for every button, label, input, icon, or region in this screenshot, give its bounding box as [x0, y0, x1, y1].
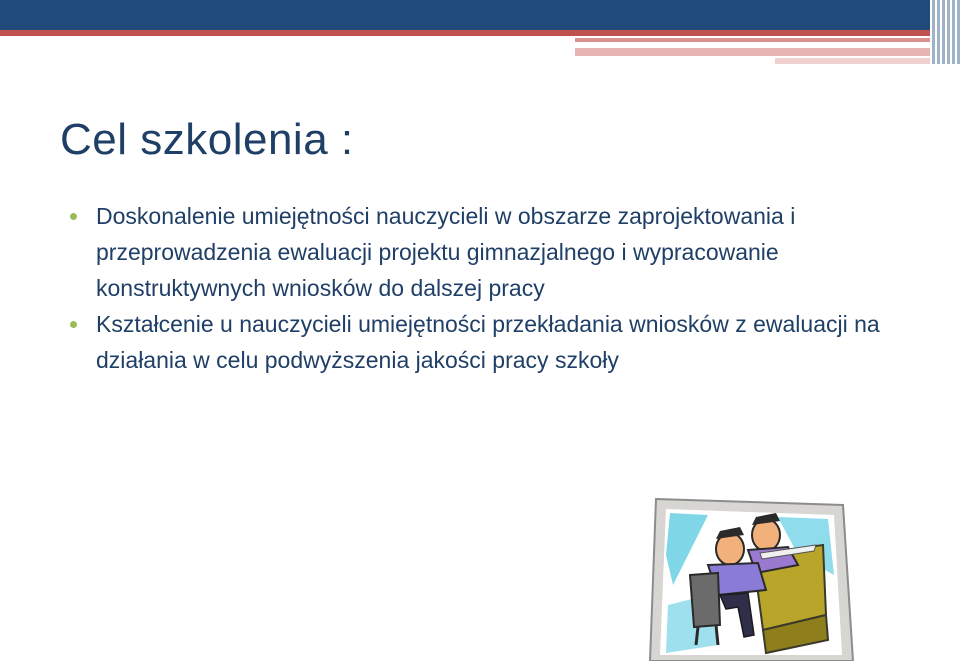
people-at-desk-clipart-icon: [648, 495, 858, 661]
bullet-text: Doskonalenie umiejętności nauczycieli w obszarze zaprojektowania i przeprowadzenia ewaluacji projektu gimnazjalnego i wypracowanie konstruktywnych wniosków do dalszej pracy: [96, 203, 796, 301]
bullet-list: [70, 198, 910, 378]
bullet-item: [70, 198, 910, 306]
bullet-text: Kształcenie u nauczycieli umiejętności przekładania wniosków z ewaluacji na działania w celu podwyższenia jakości pracy szkoły: [96, 311, 880, 373]
header-stripe-light: [575, 48, 960, 56]
header-bar: [0, 0, 960, 30]
bullet-icon: [70, 321, 77, 328]
slide-title: Cel szkolenia :: [60, 115, 354, 164]
header-stripe: [0, 30, 960, 36]
bullet-icon: [70, 213, 77, 220]
header-stripe-accent: [575, 38, 960, 42]
bullet-item: [70, 306, 910, 378]
header-decoration-lines: [930, 0, 960, 64]
